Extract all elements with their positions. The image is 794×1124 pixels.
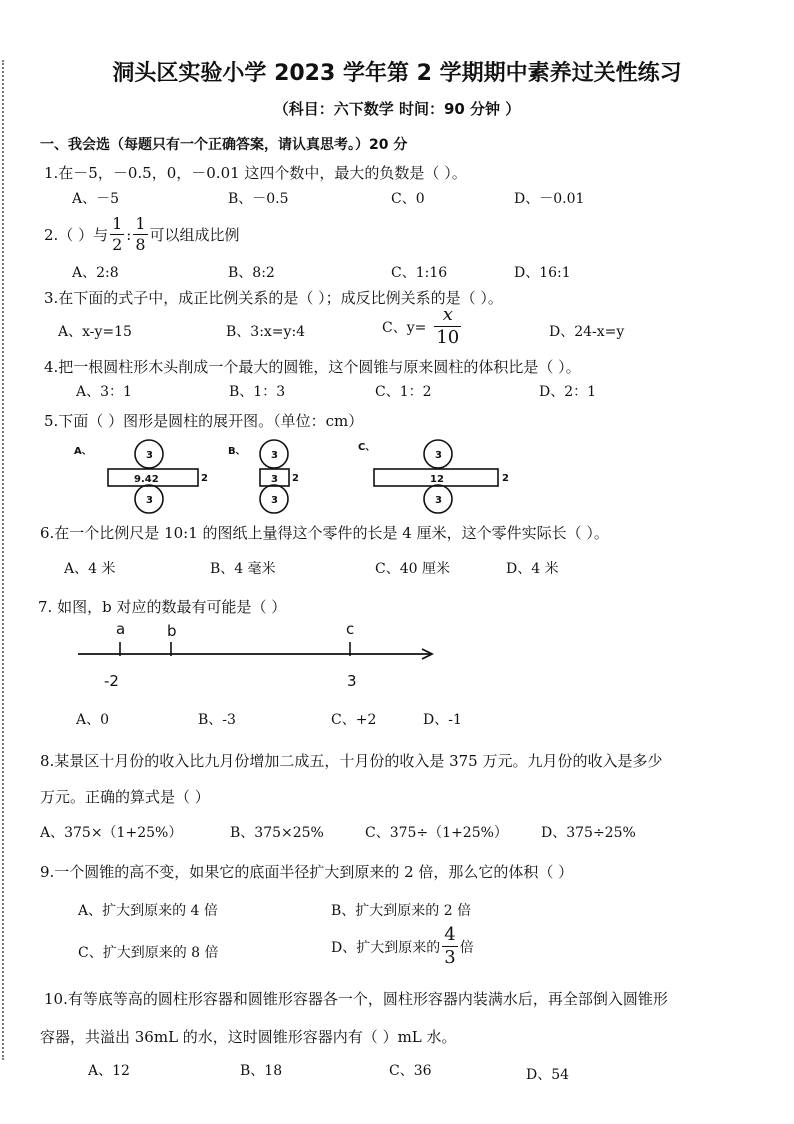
section-heading: 一、我会选（每题只有一个正确答案，请认真思考。）20 分 [40,137,408,153]
q7-option-a: A、0 [76,712,110,728]
q3-option-c [382,306,463,347]
question-9: 9.一个圆锥的高不变，如果它的底面半径扩大到原来的 2 倍，那么它的体积（ ） [40,863,574,881]
question-5: 5.下面（ ）图形是圆柱的展开图。（单位：cm） [44,412,364,430]
q2-fraction-1 [110,216,124,253]
q6-option-b: B、4 毫米 [210,561,276,577]
q2-post: 可以组成比例 [149,226,240,244]
nl-label-a: a [116,620,126,638]
q2-frac1-den: 2 [112,235,123,254]
q10-option-c: C、36 [389,1063,432,1079]
q2-frac1-num: 1 [112,214,123,233]
q2-option-b: B、8:2 [228,265,275,281]
fig-c-side: 2 [502,473,509,484]
q2-frac2-den: 8 [135,235,146,254]
question-10-line-2: 容器，共溢出 36mL 的水，这时圆锥形容器内有（ ）mL 水。 [40,1028,457,1046]
nl-tick-minus2: -2 [104,672,119,690]
page-title: 洞头区实验小学 2023 学年第 2 学期期中素养过关性练习 [112,61,682,86]
q4-option-b: B、1：3 [229,384,286,400]
q1-option-c: C、0 [391,191,425,207]
q9-optd-pre: D、扩大到原来的 [331,939,441,956]
q4-option-c: C、1：2 [375,384,432,400]
q8-option-b: B、375×25% [230,825,324,841]
q7-option-d: D、-1 [423,712,462,728]
q8-option-a: A、375×（1+25%） [40,825,183,841]
fig-c-bottom: 3 [435,495,442,506]
fig-b-top: 3 [271,450,278,461]
q2-option-c: C、1:16 [391,265,448,281]
question-10-line-1: 10.有等底等高的圆柱形容器和圆锥形容器各一个，圆柱形容器内装满水后，再全部倒入圆锥形 [44,990,668,1008]
question-8-line-2: 万元。正确的算式是（ ） [40,788,210,806]
q10-option-a: A、12 [88,1063,130,1079]
q3-option-d: D、24-x=y [549,324,625,340]
q9-optd-post: 倍 [459,939,474,956]
nl-tick-3: 3 [347,672,357,690]
q2-fraction-2 [133,216,147,253]
q7-option-c: C、+2 [331,712,377,728]
q1-option-b: B、－0.5 [228,191,289,207]
question-7: 7. 如图，b 对应的数最有可能是（ ） [38,598,287,616]
q4-option-a: A、3：1 [76,384,132,400]
q9-optd-num: 4 [444,924,456,945]
question-1: 1.在－5，－0.5，0，－0.01 这四个数中，最大的负数是（ ）。 [44,164,467,182]
q9-option-d [331,926,474,967]
question-2 [44,216,240,253]
q1-option-d: D、－0.01 [514,191,585,207]
page-subtitle: （科目：六下数学 时间：90 分钟 ） [273,100,521,118]
fig-a-bottom: 3 [146,495,153,506]
q8-option-c: C、375÷（1+25%） [365,825,508,841]
q6-option-c: C、40 厘米 [375,561,450,577]
q3-optc-pre: C、y= [382,319,427,336]
q3-option-a: A、x-y=15 [58,324,132,340]
q2-option-a: A、2:8 [72,265,119,281]
q6-option-a: A、4 米 [64,561,116,577]
fig-a-rect: 9.42 [134,474,159,485]
fig-b-rect: 3 [271,474,278,485]
nl-label-c: c [346,620,355,638]
q8-option-d: D、375÷25% [541,825,636,841]
fig-b-bottom: 3 [271,495,278,506]
q3-option-b: B、3:x=y:4 [226,324,306,340]
question-4: 4.把一根圆柱形木头削成一个最大的圆锥，这个圆锥与原来圆柱的体积比是（ ）。 [44,358,581,376]
fig-c-rect: 12 [430,474,444,485]
q9-option-a: A、扩大到原来的 4 倍 [78,903,218,919]
q1-option-a: A、－5 [72,191,120,207]
fig-b-side: 2 [292,473,299,484]
q2-option-d: D、16:1 [514,265,571,281]
q7-option-b: B、-3 [198,712,236,728]
q2-frac2-num: 1 [135,214,146,233]
q3-optc-den: 10 [436,327,460,348]
q3-optc-fraction [434,306,461,347]
q10-option-d: D、54 [526,1067,570,1083]
fig-c-label: C、 [358,442,376,453]
question-3: 3.在下面的式子中，成正比例关系的是（ ）；成反比例关系的是（ ）。 [44,289,503,307]
cylinder-nets-figure [60,436,540,516]
q9-optd-den: 3 [444,947,456,968]
nl-label-b: b [167,622,177,640]
question-8-line-1: 8.某景区十月份的收入比九月份增加二成五，十月份的收入是 375 万元。九月份的收入是多少 [40,752,663,770]
q10-option-b: B、18 [240,1063,283,1079]
fig-a-side: 2 [201,473,208,484]
question-6: 6.在一个比例尺是 10:1 的图纸上量得这个零件的长是 4 厘米，这个零件实际长（ ）。 [40,524,609,542]
q6-option-d: D、4 米 [506,561,559,577]
q4-option-d: D、2：1 [539,384,597,400]
q9-option-b: B、扩大到原来的 2 倍 [331,903,472,919]
q9-optd-fraction [442,926,457,967]
q2-colon: : [126,225,132,244]
number-line [70,614,450,694]
q9-option-c: C、扩大到原来的 8 倍 [78,945,219,961]
fig-a-top: 3 [146,450,153,461]
q3-optc-num: x [442,304,453,325]
fig-a-label: A、 [74,446,92,457]
q2-pre: 2.（ ）与 [44,226,109,244]
fig-b-label: B、 [228,446,246,457]
binding-line [2,60,6,1060]
fig-c-top: 3 [435,450,442,461]
